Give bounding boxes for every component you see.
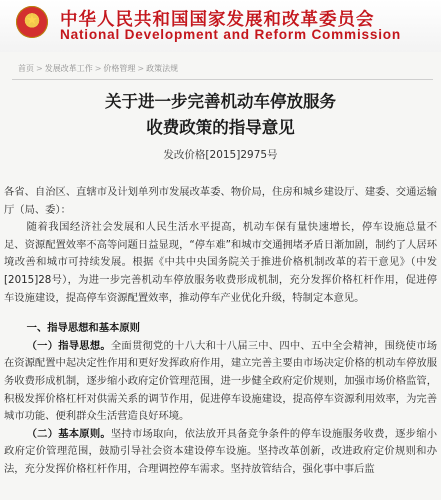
intro-paragraph: 随着我国经济社会发展和人民生活水平提高，机动车保有量快速增长，停车设施总量不足、资源配置效率不高等问题日益显现，“停车难”和城市交通拥堵矛盾日渐加剧，制约了人居环境改善和城市可持续发展。根据《中共中央国务院关于推进价格机制改革的若干意见》（中发[2015]28号），为进一步完善机动车停放服务收费形成机制，充分发挥价格杠杆作用，促进停车设施建设，提高停车资源配置效率，推动停车产业优化升级，特制定本意见。 bbox=[4, 221, 437, 304]
section-heading: 一、指导思想和基本原则 bbox=[26, 322, 140, 335]
breadcrumb-development-work[interactable]: 发展改革工作 bbox=[44, 64, 93, 73]
article-title-line2: 收费政策的指导意见 bbox=[146, 118, 295, 137]
basic-principles-label: （二）基本原则。 bbox=[26, 427, 111, 440]
breadcrumb-separator: > bbox=[94, 64, 102, 73]
emblem-star: ★ bbox=[26, 13, 38, 28]
national-emblem-icon bbox=[16, 6, 48, 38]
breadcrumb-policies[interactable]: 政策法规 bbox=[146, 64, 179, 73]
basic-principles-text: 坚持市场取向，依法放开具备竞争条件的停车设施服务收费，逐步缩小政府定价管理范围，鼓励引导社会资本建设停车设施。坚持改革创新，改进政府定价规则和办法，充分发挥价格杠杆作用，合理调控停车需求。坚持放管结合，强化事中事后监 bbox=[4, 427, 438, 475]
breadcrumb-separator: > bbox=[36, 64, 43, 73]
breadcrumb-home[interactable]: 首页 bbox=[18, 64, 34, 73]
article-body bbox=[4, 184, 437, 479]
guiding-ideology-label: （一）指导思想。 bbox=[26, 339, 111, 352]
org-name-en: National Development and Reform Commission bbox=[60, 27, 402, 42]
document-number: 发改价格[2015]2975号 bbox=[163, 149, 278, 161]
breadcrumb-separator: > bbox=[137, 64, 145, 73]
guiding-ideology-text: 全面贯彻党的十八大和十八届三中、四中、五中全会精神，围绕使市场在资源配置中起决定性作用和更好发挥政府作用，建立完善主要由市场决定价格的机动车停放服务收费形成机制，逐步缩小政府定价管理范围，进一步健全政府定价规则，加强市场价格监管，积极发挥价格杠杆对供需关系的调节作用，促进停车设施建设，提高停车资源利用效率，为完善城市功能、便利群众生活营造良好环境。 bbox=[4, 339, 438, 423]
addressee: 各省、自治区、直辖市及计划单列市发展改革委、物价局，住房和城乡建设厅、建委、交通运输厅（局、委）： bbox=[4, 186, 437, 216]
breadcrumb-price-management[interactable]: 价格管理 bbox=[103, 64, 136, 73]
org-name-cn: 中华人民共和国国家发展和改革委员会 bbox=[60, 10, 375, 30]
article-title-line1: 关于进一步完善机动车停放服务 bbox=[105, 92, 336, 111]
basic-principles-paragraph bbox=[4, 426, 437, 479]
site-header bbox=[0, 0, 441, 52]
breadcrumb bbox=[0, 63, 441, 77]
guiding-ideology-paragraph bbox=[4, 338, 437, 426]
header-divider bbox=[12, 79, 433, 80]
